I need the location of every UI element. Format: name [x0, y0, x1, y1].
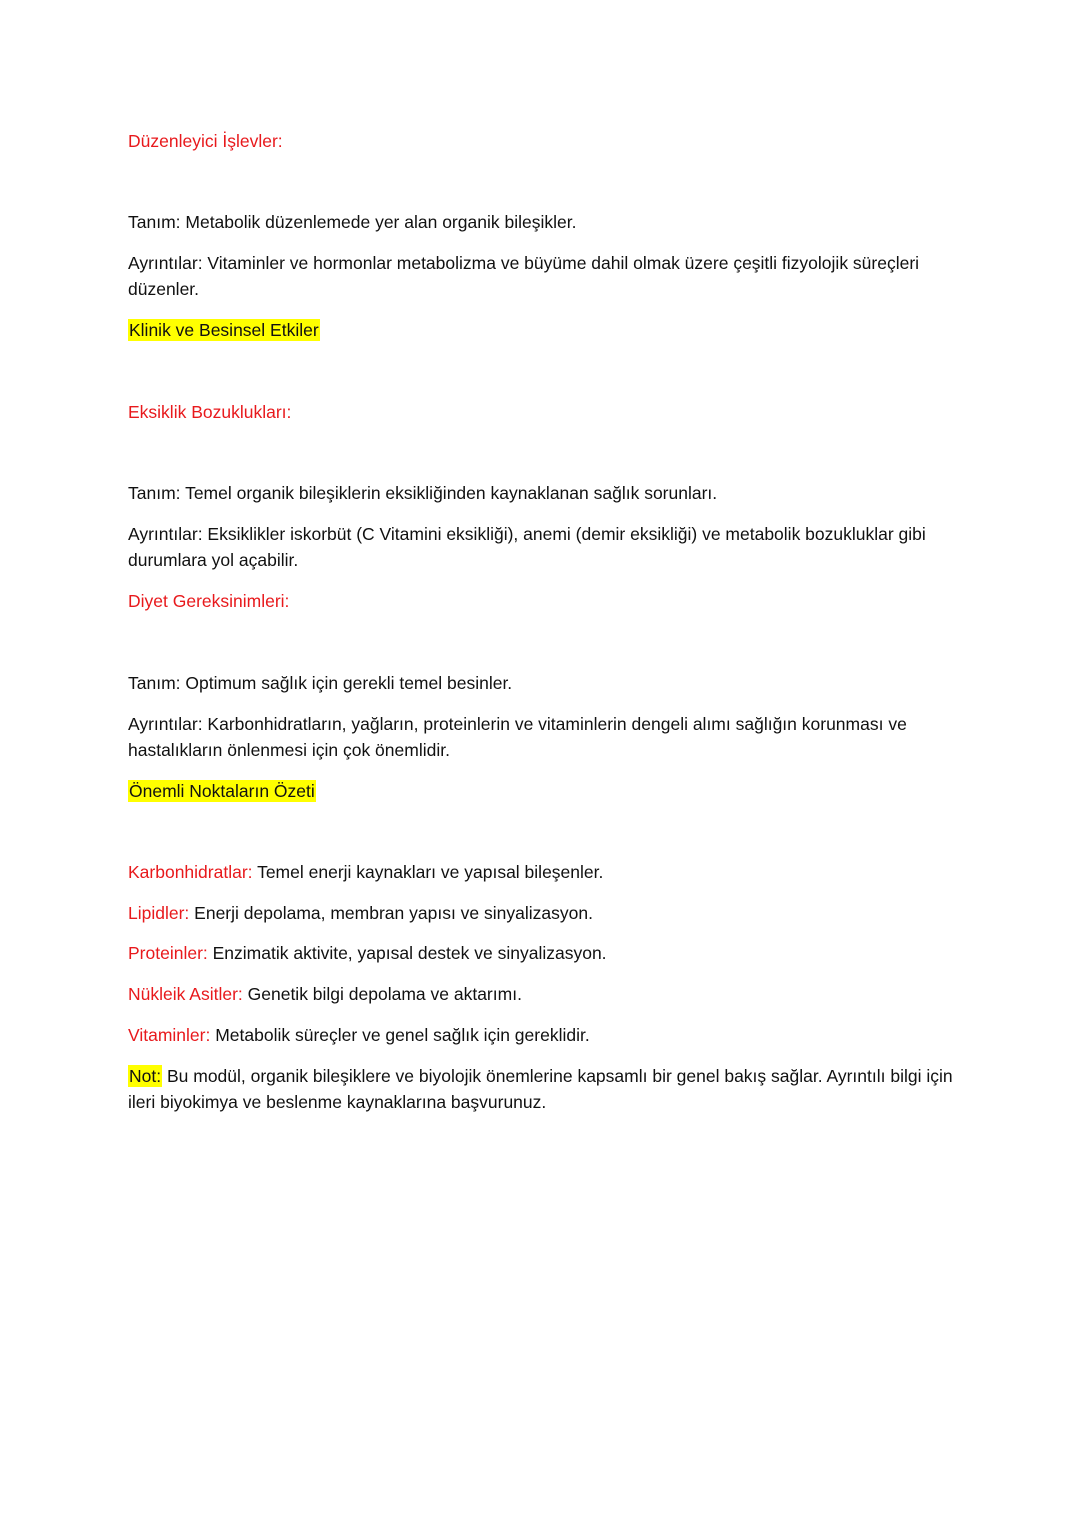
note-label: Not: — [129, 1066, 162, 1086]
deficiency-definition: Tanım: Temel organik bileşiklerin eksikliğinden kaynaklanan sağlık sorunları. — [128, 483, 718, 503]
summary-item — [128, 940, 607, 966]
summary-item-text: Metabolik süreçler ve genel sağlık için gereklidir. — [210, 1025, 590, 1045]
diet-heading: Diyet Gereksinimleri: — [128, 591, 290, 611]
summary-section-title — [128, 778, 316, 804]
summary-item-text: Genetik bilgi depolama ve aktarımı. — [242, 984, 522, 1004]
diet-definition: Tanım: Optimum sağlık için gerekli temel besinler. — [128, 673, 513, 693]
summary-item — [128, 981, 522, 1007]
summary-item — [128, 1022, 590, 1048]
summary-item-term: Nükleik Asitler: — [128, 984, 243, 1004]
regulatory-heading: Düzenleyici İşlevler: — [128, 131, 283, 151]
clinical-section-title — [128, 317, 320, 343]
diet-details: Ayrıntılar: Karbonhidratların, yağların, proteinlerin ve vitaminlerin dengeli alımı sağlığın korunması ve hastalıkların önlenmesi için çok önemlidir. — [128, 714, 907, 760]
regulatory-definition: Tanım: Metabolik düzenlemede yer alan organik bileşikler. — [128, 212, 577, 232]
summary-item — [128, 900, 593, 926]
deficiency-details: Ayrıntılar: Eksiklikler iskorbüt (C Vitamini eksikliği), anemi (demir eksikliği) ve metabolik bozukluklar gibi durumlara yol açabilir. — [128, 524, 926, 570]
deficiency-heading: Eksiklik Bozuklukları: — [128, 402, 292, 422]
summary-title-highlight: Önemli Noktaların Özeti — [129, 781, 315, 801]
summary-item-term: Lipidler: — [128, 903, 190, 923]
regulatory-details: Ayrıntılar: Vitaminler ve hormonlar metabolizma ve büyüme dahil olmak üzere çeşitli fizyolojik süreçleri düzenler. — [128, 253, 920, 299]
summary-item — [128, 859, 603, 885]
summary-item-term: Proteinler: — [128, 943, 208, 963]
note-text: Bu modül, organik bileşiklere ve biyolojik önemlerine kapsamlı bir genel bakış sağlar. Ayrıntılı bilgi için ileri biyokimya ve beslenme kaynaklarına başvurunuz. — [128, 1066, 953, 1112]
note-paragraph — [128, 1063, 958, 1115]
summary-item-term: Vitaminler: — [128, 1025, 211, 1045]
clinical-title-highlight: Klinik ve Besinsel Etkiler — [129, 320, 319, 340]
summary-item-text: Enzimatik aktivite, yapısal destek ve sinyalizasyon. — [207, 943, 607, 963]
summary-item-term: Karbonhidratlar: — [128, 862, 253, 882]
summary-item-text: Temel enerji kaynakları ve yapısal bileşenler. — [252, 862, 604, 882]
summary-item-text: Enerji depolama, membran yapısı ve sinyalizasyon. — [189, 903, 593, 923]
